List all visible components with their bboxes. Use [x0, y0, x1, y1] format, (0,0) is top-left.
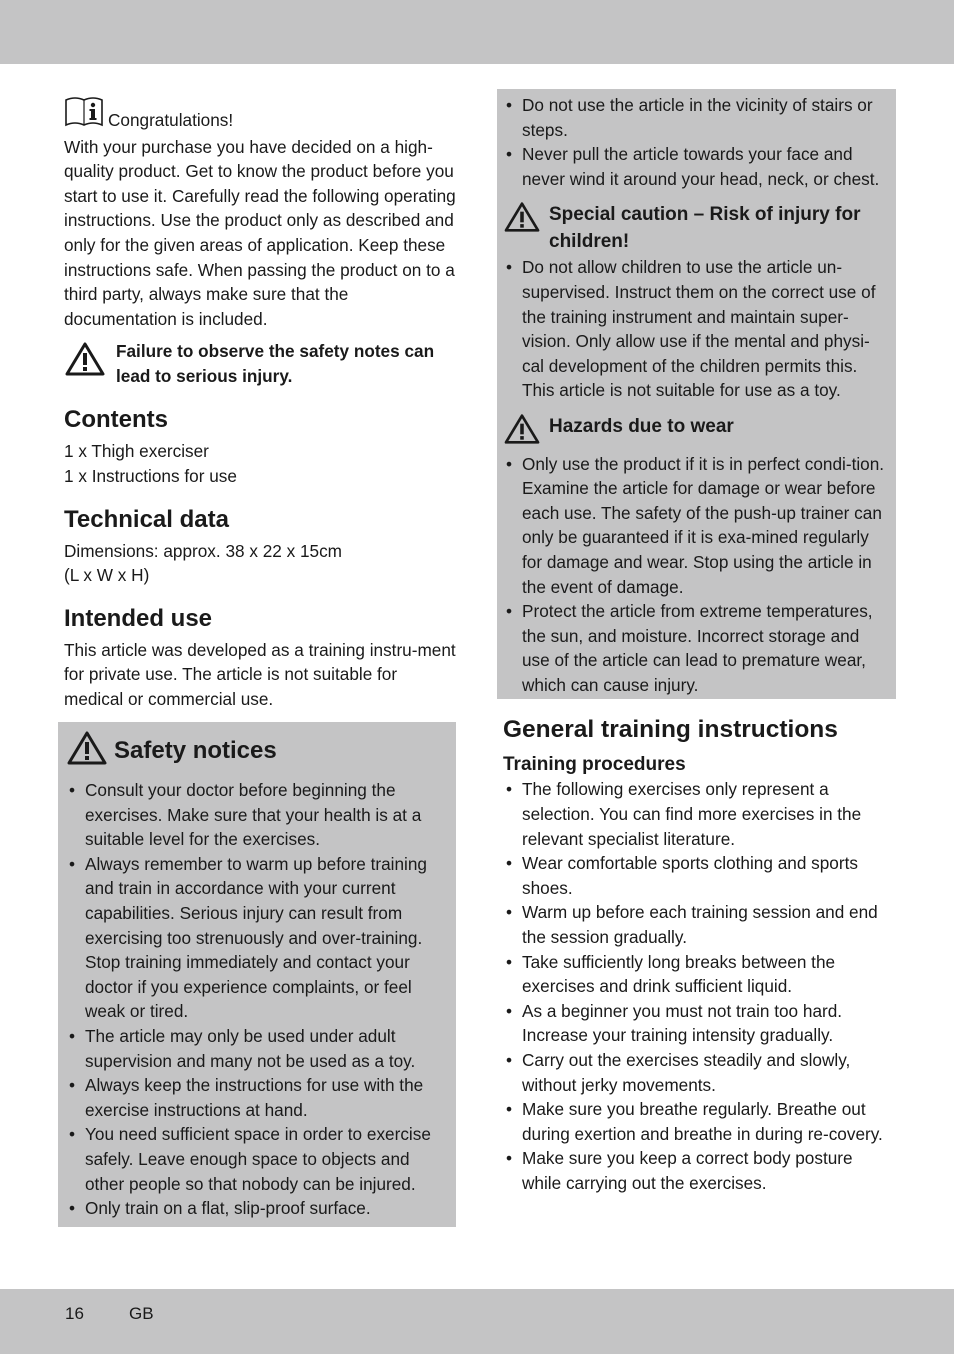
list-item: • The following exercises only represent a selection. You can find more exercises in the relevant specialist literature.	[503, 777, 896, 851]
technical-dimension-legend: (L x W x H)	[64, 565, 150, 586]
left-column	[64, 96, 456, 1227]
safety-header	[66, 730, 444, 773]
list-item: • Do not allow children to use the article un-supervised. Instruct them on the correct use of the training instrument and maintain super-vision. Only allow use if the mental and physi-cal development of the children permits this. This article is not suitable for use as a toy.	[503, 255, 886, 403]
intro-warning	[64, 339, 456, 389]
training-procedures-list	[503, 777, 896, 1195]
technical-dimensions: Dimensions: approx. 38 x 22 x 15cm	[64, 540, 342, 561]
intro-body: With your purchase you have decided on a high-quality product. Get to know the product before you start to use it. Carefully read the following operating instructions. Use the product only as described and only for the given areas of application. Keep these instructions safe. When passing the product on to a third party, always make sure that the documentation is included.	[64, 136, 456, 329]
greeting-text: Congratulations!	[108, 110, 234, 130]
list-item: • You need sufficient space in order to exercise safely. Leave enough space to objects and other people so that nobody can be injured.	[66, 1122, 444, 1196]
children-caution-heading: Special caution – Risk of injury for children!	[549, 204, 861, 253]
list-item: • Take sufficiently long breaks between the exercises and drink sufficient liquid.	[503, 950, 896, 999]
wear-hazards-header	[503, 413, 886, 452]
children-caution-list	[503, 255, 886, 403]
safety-heading: Safety notices	[114, 736, 277, 764]
right-column	[497, 89, 896, 1196]
safety-continued-box	[497, 89, 896, 699]
list-item: • Warm up before each training session and end the session gradually.	[503, 900, 896, 949]
warning-triangle-icon	[503, 201, 541, 240]
training-procedures-heading: Training procedures	[503, 754, 686, 776]
general-heading: General training instructions	[503, 716, 838, 744]
list-item: • Consult your doctor before beginning the exercises. Make sure that your health is at a suitable level for the exercises.	[66, 778, 444, 852]
warning-triangle-icon	[64, 341, 106, 384]
manual-info-icon	[64, 96, 104, 135]
list-item: • Make sure you keep a correct body posture while carrying out the exercises.	[503, 1146, 896, 1195]
intro-section	[64, 96, 456, 389]
page-number: 16	[65, 1304, 84, 1323]
technical-section	[64, 505, 456, 588]
language-code: GB	[129, 1304, 154, 1323]
list-item: • Always remember to warm up before training and train in accordance with your current capabilities. Serious injury can result from exercising too strenuously and over-training. Stop training immediately and contact your doctor if you experience complaints, or feel weak or tired.	[66, 852, 444, 1024]
list-item: • Do not use the article in the vicinity of stairs or steps.	[503, 93, 886, 142]
list-item: • As a beginner you must not train too hard. Increase your training intensity gradually.	[503, 999, 896, 1048]
list-item: • Protect the article from extreme temperatures, the sun, and moisture. Incorrect storage and use of the article can lead to premature wear, which can cause injury.	[503, 599, 886, 697]
contents-item: 1 x Thigh exerciser	[64, 441, 209, 462]
general-training-section	[497, 715, 896, 1195]
list-item: • Always keep the instructions for use with the exercise instructions at hand.	[66, 1073, 444, 1122]
contents-item: 1 x Instructions for use	[64, 465, 237, 486]
intro-warning-text: Failure to observe the safety notes can lead to serious injury.	[116, 341, 435, 387]
contents-section	[64, 405, 456, 488]
wear-hazards-heading: Hazards due to wear	[549, 415, 734, 437]
list-item: • Only use the product if it is in perfect condi-tion. Examine the article for damage or wear before each use. The safety of the push-up trainer can only be guaranteed if it is exa-mined regularly for damage and wear. Stop using the article in the event of damage.	[503, 452, 886, 600]
list-item: • Never pull the article towards your face and never wind it around your head, neck, or chest.	[503, 142, 886, 191]
wear-hazards-list	[503, 452, 886, 698]
intended-heading: Intended use	[64, 604, 213, 632]
safety-continued-list	[503, 93, 886, 191]
list-item: • Only train on a flat, slip-proof surface.	[66, 1196, 444, 1221]
list-item: • Carry out the exercises steadily and slowly, without jerky movements.	[503, 1048, 896, 1097]
children-caution-header	[503, 201, 886, 255]
contents-heading: Contents	[64, 406, 168, 434]
list-item: • Wear comfortable sports clothing and sports shoes.	[503, 851, 896, 900]
safety-list	[66, 778, 444, 1221]
intended-body: This article was developed as a training instru-ment for private use. The article is not suitable for medical or commercial use.	[64, 639, 456, 709]
list-item: • The article may only be used under adult supervision and many not be used as a toy.	[66, 1024, 444, 1073]
header-bar	[0, 0, 954, 64]
safety-notices-box	[58, 722, 456, 1227]
intended-use-section	[64, 604, 456, 712]
list-item: • Make sure you breathe regularly. Breathe out during exertion and breathe in during re-covery.	[503, 1097, 896, 1146]
warning-triangle-icon	[503, 413, 541, 452]
warning-triangle-icon	[66, 730, 108, 773]
technical-heading: Technical data	[64, 505, 229, 533]
